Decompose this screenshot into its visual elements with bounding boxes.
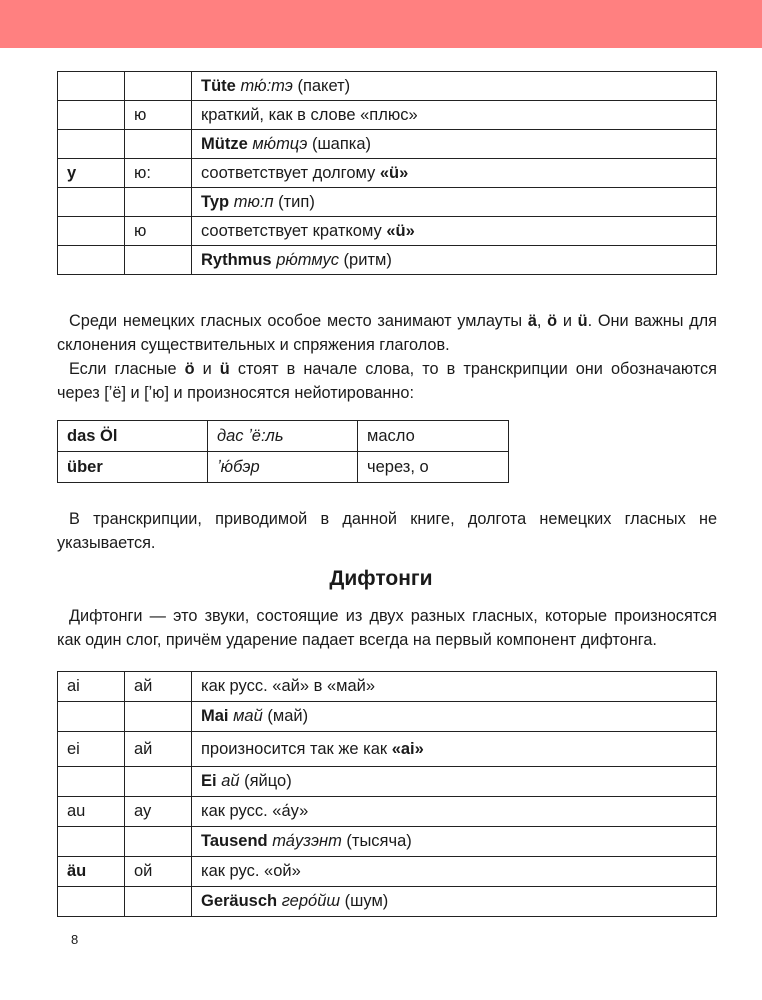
meaning-cell: через, о bbox=[358, 452, 509, 483]
description-cell: как рус. «ой» bbox=[192, 857, 717, 887]
diphthong-table bbox=[57, 671, 717, 917]
example-cell bbox=[192, 246, 717, 275]
example-cell bbox=[192, 72, 717, 101]
description-cell bbox=[192, 159, 717, 188]
example-word: Mütze bbox=[201, 134, 248, 153]
sound-cell bbox=[125, 72, 192, 101]
table-row bbox=[58, 452, 509, 483]
text-run: В транскрипции, приводимой в данной книге, долгота немецких гласных не указывается. bbox=[57, 510, 717, 552]
word-cell bbox=[58, 421, 208, 452]
example-cell bbox=[192, 188, 717, 217]
description-text: произносится так же как bbox=[201, 739, 392, 758]
description-cell bbox=[192, 217, 717, 246]
umlaut-a: ä bbox=[527, 312, 537, 330]
translation: (тип) bbox=[273, 192, 315, 211]
page-number: 8 bbox=[71, 932, 79, 947]
transcription: ай bbox=[221, 772, 240, 790]
table-row bbox=[58, 217, 717, 246]
example-cell bbox=[192, 702, 717, 732]
transcription: ʼю́бэр bbox=[217, 457, 260, 476]
letter-cell bbox=[58, 72, 125, 101]
umlaut-o: ö bbox=[547, 312, 558, 330]
umlaut-u: ü bbox=[219, 360, 230, 378]
letter-cell bbox=[58, 887, 125, 917]
header-band bbox=[0, 0, 762, 48]
example-word: Tausend bbox=[201, 832, 268, 850]
description-cell: как русс. «ай» в «май» bbox=[192, 672, 717, 702]
sound-cell: ай bbox=[125, 672, 192, 702]
initial-umlaut-paragraph bbox=[57, 357, 717, 405]
transcription: тю:п bbox=[233, 192, 274, 211]
table-row bbox=[58, 246, 717, 275]
letter-cell: au bbox=[58, 797, 125, 827]
transcription: рю́тмус bbox=[276, 250, 339, 269]
letter-cell: y bbox=[58, 159, 125, 188]
text-run: стоят в начале слова, то в транскрипции они обозначаются через [ʼё] и [ʼю] и произносятся нейотированно: bbox=[57, 360, 717, 402]
translation: (пакет) bbox=[292, 76, 351, 95]
translation: (яйцо) bbox=[239, 772, 292, 790]
word-cell bbox=[58, 452, 208, 483]
table-row bbox=[58, 72, 717, 101]
sound-cell: ай bbox=[125, 732, 192, 767]
table-row bbox=[58, 732, 717, 767]
length-note-paragraph bbox=[57, 507, 717, 555]
examples-table bbox=[57, 420, 509, 483]
example-cell bbox=[192, 130, 717, 159]
sound-cell: ю: bbox=[125, 159, 192, 188]
table-row bbox=[58, 672, 717, 702]
table-row bbox=[58, 887, 717, 917]
sound-cell: ау bbox=[125, 797, 192, 827]
letter-cell bbox=[58, 101, 125, 130]
letter-cell: ai bbox=[58, 672, 125, 702]
umlaut-paragraph bbox=[57, 309, 717, 357]
emphasis: «ai» bbox=[391, 739, 424, 758]
translation: (тысяча) bbox=[341, 832, 412, 850]
text-run: . Они важны для склонения существительных и спряжения глаголов. bbox=[57, 312, 717, 354]
example-word: über bbox=[67, 457, 103, 476]
letter-cell bbox=[58, 188, 125, 217]
sound-cell bbox=[125, 702, 192, 732]
sound-cell: ой bbox=[125, 857, 192, 887]
example-cell bbox=[192, 767, 717, 797]
text-run: Дифтонги — это звуки, состоящие из двух разных гласных, которые произносятся как один слог, причём ударение падает всегда на первый компонент дифтонга. bbox=[57, 607, 717, 649]
text-run: Если гласные bbox=[69, 360, 185, 378]
example-word: Geräusch bbox=[201, 892, 278, 910]
meaning-cell: масло bbox=[358, 421, 509, 452]
sound-cell: ю bbox=[125, 217, 192, 246]
translation: (шапка) bbox=[307, 134, 372, 153]
description-cell: краткий, как в слове «плюс» bbox=[192, 101, 717, 130]
description-text: соответствует долгому bbox=[201, 163, 380, 182]
example-cell bbox=[192, 887, 717, 917]
table-row bbox=[58, 101, 717, 130]
sound-cell bbox=[125, 767, 192, 797]
example-word: Mai bbox=[201, 707, 229, 725]
text-run: Среди немецких гласных особое место занимают умлауты bbox=[69, 312, 528, 330]
table-row bbox=[58, 188, 717, 217]
table-row bbox=[58, 130, 717, 159]
transcription-cell bbox=[208, 421, 358, 452]
text-run: и bbox=[557, 312, 578, 330]
example-word: Tüte bbox=[201, 76, 236, 95]
example-cell bbox=[192, 827, 717, 857]
letter-cell bbox=[58, 767, 125, 797]
transcription: мю́тцэ bbox=[252, 134, 308, 153]
letter-cell: ei bbox=[58, 732, 125, 767]
sound-cell bbox=[125, 827, 192, 857]
transcription: та́узэнт bbox=[272, 832, 342, 850]
letter-cell bbox=[58, 827, 125, 857]
text-run: , bbox=[536, 312, 548, 330]
translation: (ритм) bbox=[338, 250, 392, 269]
example-word: Rythmus bbox=[201, 250, 272, 269]
example-word: Typ bbox=[201, 192, 230, 211]
transcription: май bbox=[233, 707, 263, 725]
translation: (шум) bbox=[340, 892, 389, 910]
sound-cell bbox=[125, 887, 192, 917]
text-run: и bbox=[194, 360, 220, 378]
letter-cell bbox=[58, 246, 125, 275]
sound-cell bbox=[125, 188, 192, 217]
letter-cell bbox=[58, 217, 125, 246]
letter-cell bbox=[58, 702, 125, 732]
transcription: тю́:тэ bbox=[240, 76, 293, 95]
example-word: Ei bbox=[201, 772, 217, 790]
sound-cell: ю bbox=[125, 101, 192, 130]
emphasis: «ü» bbox=[386, 221, 415, 240]
transcription: дас ʼё:ль bbox=[217, 426, 284, 445]
description-cell: как русс. «а́у» bbox=[192, 797, 717, 827]
transcription-cell bbox=[208, 452, 358, 483]
table-row bbox=[58, 827, 717, 857]
description-cell bbox=[192, 732, 717, 767]
letter-cell bbox=[58, 130, 125, 159]
section-heading: Дифтонги bbox=[329, 567, 433, 590]
table-row bbox=[58, 797, 717, 827]
sound-cell bbox=[125, 130, 192, 159]
diphthong-paragraph bbox=[57, 604, 717, 652]
table-row bbox=[58, 421, 509, 452]
umlaut-o: ö bbox=[184, 360, 195, 378]
sound-cell bbox=[125, 246, 192, 275]
table-row bbox=[58, 702, 717, 732]
letter-cell: äu bbox=[58, 857, 125, 887]
emphasis: «ü» bbox=[379, 163, 409, 182]
description-text: соответствует краткому bbox=[201, 221, 387, 240]
example-word: das Öl bbox=[67, 426, 118, 445]
umlaut-table bbox=[57, 71, 717, 275]
table-row bbox=[58, 767, 717, 797]
table-row bbox=[58, 159, 717, 188]
transcription: геро́йш bbox=[281, 892, 341, 910]
translation: (май) bbox=[262, 707, 309, 725]
umlaut-u: ü bbox=[577, 312, 588, 330]
table-row bbox=[58, 857, 717, 887]
